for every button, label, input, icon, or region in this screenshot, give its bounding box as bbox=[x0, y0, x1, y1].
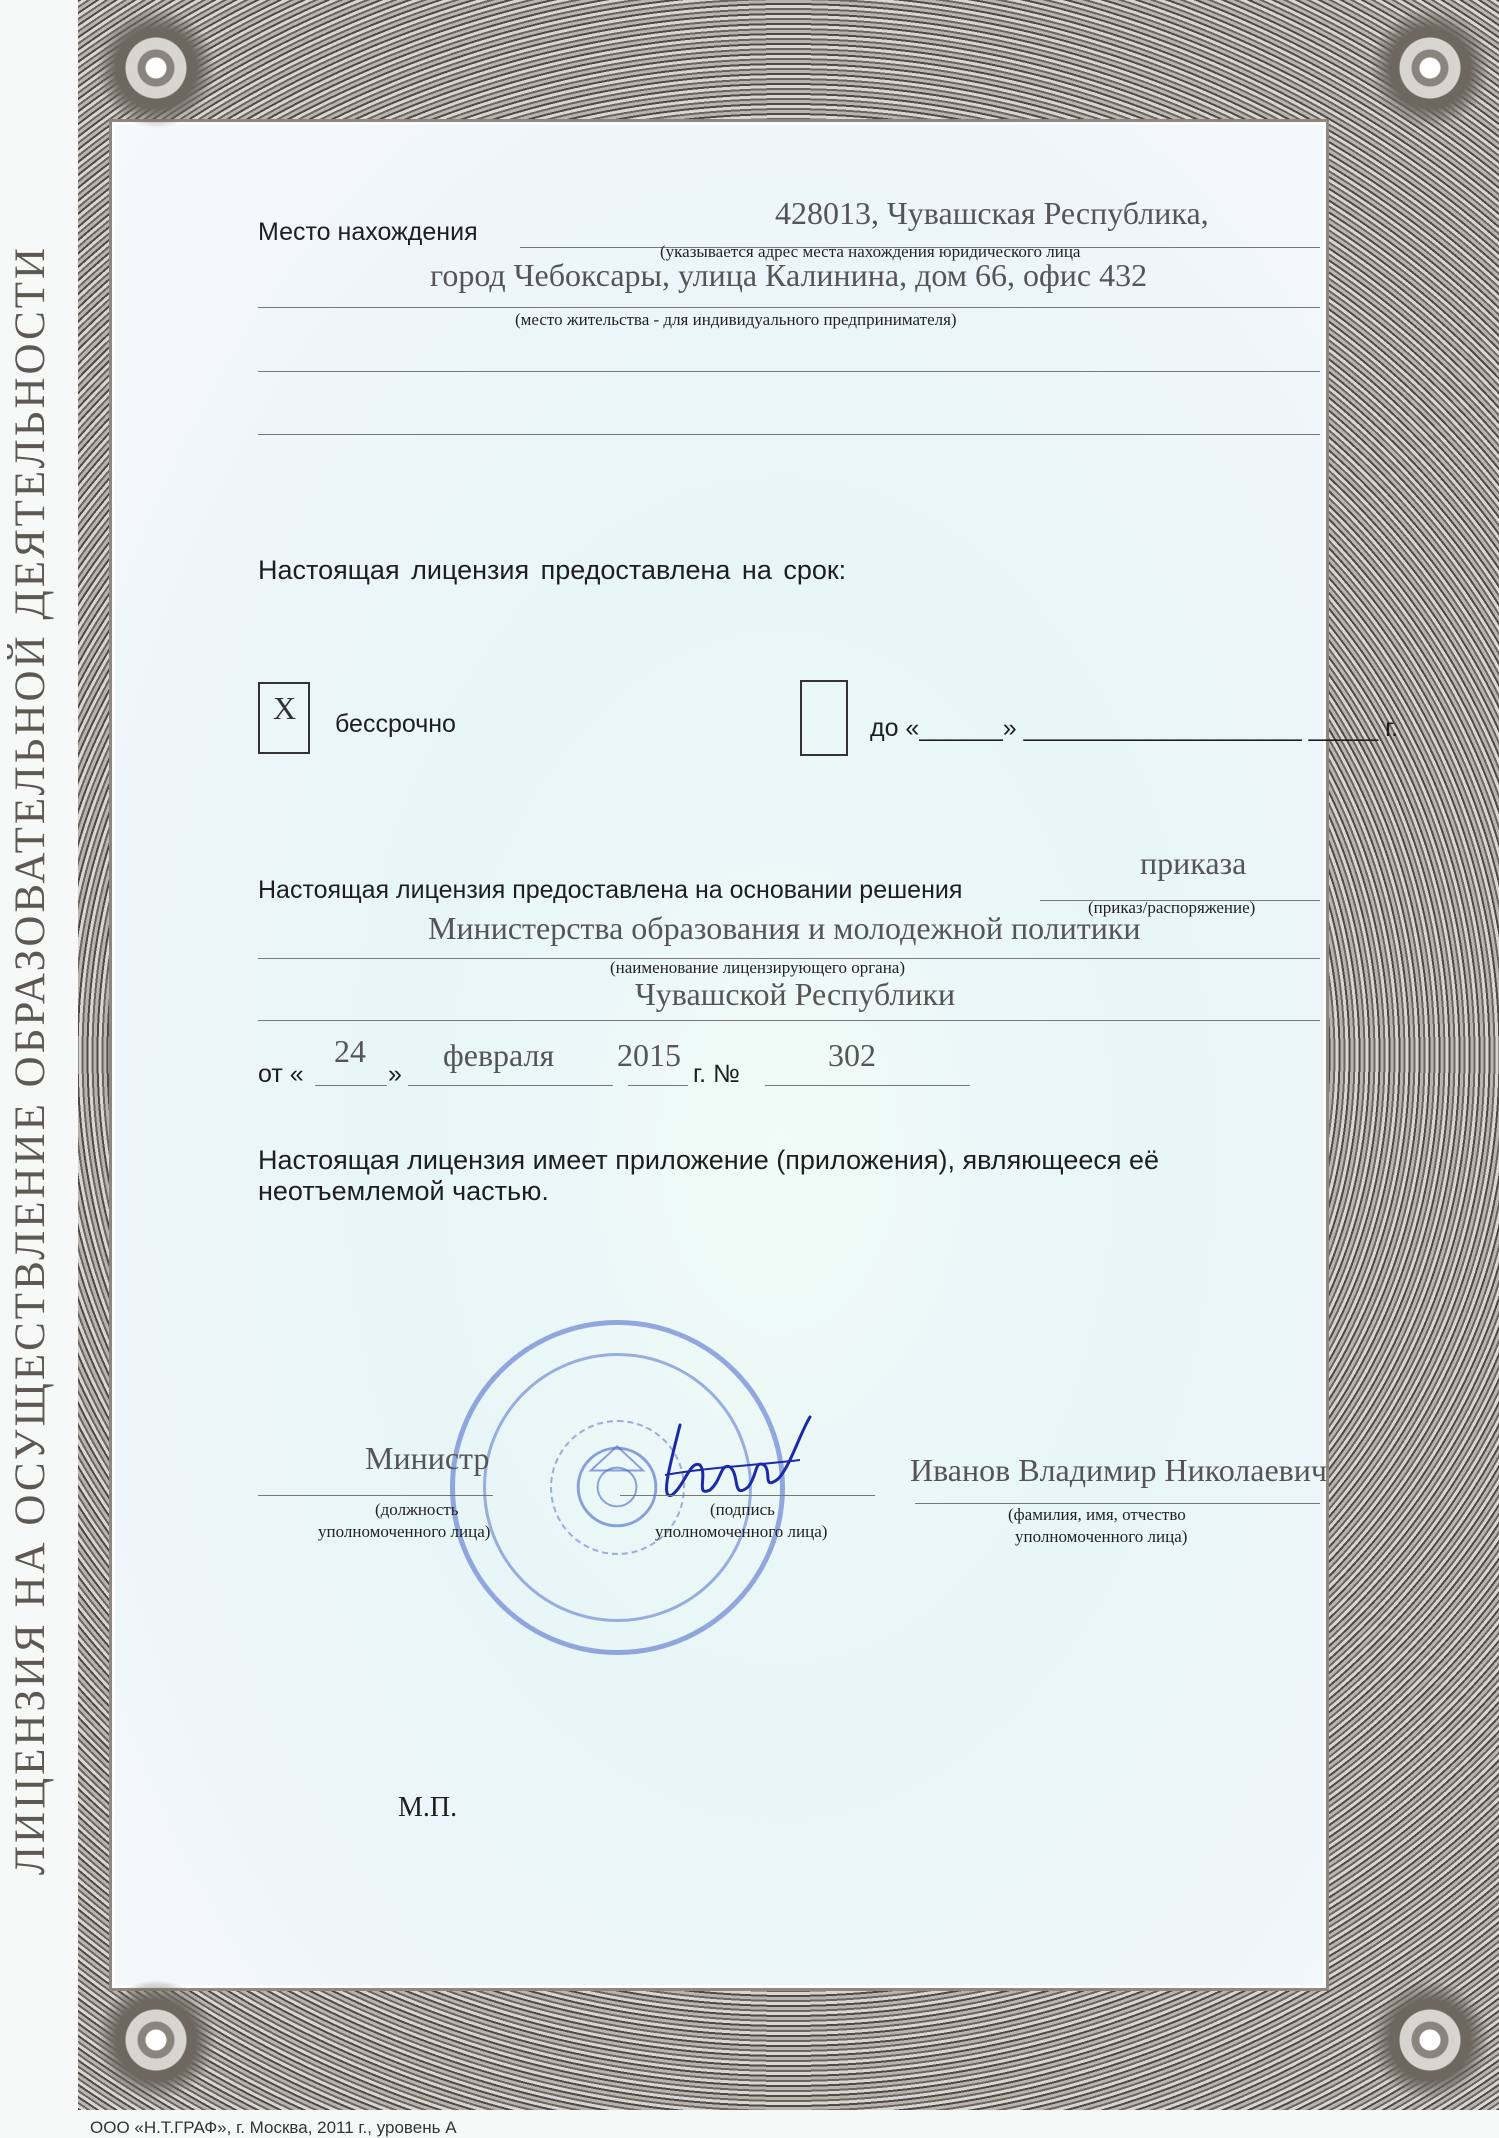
number-value: 302 bbox=[828, 1037, 876, 1073]
location-line-2 bbox=[258, 307, 1320, 308]
signatory-name: Иванов Владимир Николаевич bbox=[910, 1452, 1327, 1488]
seal-label: М.П. bbox=[398, 1792, 458, 1823]
month-line bbox=[408, 1085, 613, 1086]
decision-type-caption: (приказ/распоряжение) bbox=[1088, 898, 1256, 917]
location-value-1: 428013, Чувашская Республика, bbox=[775, 195, 1209, 231]
position-line bbox=[258, 1495, 493, 1496]
signature-line bbox=[620, 1495, 875, 1496]
corner-rosette bbox=[96, 8, 216, 128]
corner-rosette bbox=[1370, 1980, 1490, 2100]
term-heading: Настоящая лицензия предоставлена на срок: bbox=[258, 555, 847, 585]
vertical-license-title: ЛИЦЕНЗИЯ НА ОСУЩЕСТВЛЕНИЕ ОБРАЗОВАТЕЛЬНОЙ ДЕЯТЕЛЬНОСТИ bbox=[7, 244, 54, 1876]
location-line-4 bbox=[258, 434, 1320, 435]
decision-type-value: приказа bbox=[1140, 845, 1247, 881]
signature-caption-2: уполномоченного лица) bbox=[655, 1522, 828, 1541]
year-suffix: г. № bbox=[693, 1060, 740, 1088]
month-value: февраля bbox=[443, 1037, 555, 1073]
appendix-text-2: неотъемлемой частью. bbox=[258, 1176, 549, 1206]
day-line bbox=[315, 1085, 387, 1086]
signature-caption-1: (подпись bbox=[710, 1500, 775, 1519]
location-caption-1: (указывается адрес места нахождения юридического лица bbox=[660, 242, 1081, 261]
location-caption-2: (место жительства - для индивидуального предпринимателя) bbox=[515, 310, 957, 329]
year-line bbox=[628, 1085, 688, 1086]
number-line bbox=[765, 1085, 970, 1086]
until-checkbox bbox=[800, 680, 848, 756]
date-prefix: от « bbox=[258, 1060, 304, 1088]
authority-line-2 bbox=[258, 1020, 1320, 1021]
appendix-text-1: Настоящая лицензия имеет приложение (приложения), являющееся её bbox=[258, 1145, 1160, 1175]
authority-value-1: Министерства образования и молодежной политики bbox=[428, 910, 1141, 946]
corner-rosette bbox=[96, 1980, 216, 2100]
name-caption-2: уполномоченного лица) bbox=[1015, 1527, 1188, 1546]
authority-caption: (наименование лицензирующего органа) bbox=[610, 958, 906, 977]
unlimited-label: бессрочно bbox=[335, 710, 456, 738]
location-label: Место нахождения bbox=[258, 218, 478, 246]
basis-heading: Настоящая лицензия предоставлена на основании решения bbox=[258, 876, 963, 904]
corner-rosette bbox=[1370, 8, 1490, 128]
handwritten-signature bbox=[650, 1405, 820, 1515]
position-caption-1: (должность bbox=[375, 1500, 459, 1519]
document-field bbox=[115, 125, 1323, 1985]
location-value-2: город Чебоксары, улица Калинина, дом 66, офис 432 bbox=[430, 257, 1148, 293]
printer-footer: ООО «Н.Т.ГРАФ», г. Москва, 2011 г., уровень А bbox=[90, 2118, 457, 2137]
date-mid: » bbox=[388, 1060, 402, 1088]
position-value: Министр bbox=[365, 1440, 490, 1476]
until-label: до «______» ____________________ _____ г. bbox=[870, 714, 1399, 742]
location-line-3 bbox=[258, 371, 1320, 372]
year-value: 2015 bbox=[617, 1037, 681, 1073]
name-line bbox=[915, 1503, 1320, 1504]
day-value: 24 bbox=[334, 1033, 366, 1069]
unlimited-mark: X bbox=[273, 690, 297, 726]
position-caption-2: уполномоченного лица) bbox=[318, 1522, 491, 1541]
name-caption-1: (фамилия, имя, отчество bbox=[1008, 1505, 1186, 1524]
authority-value-2: Чувашской Республики bbox=[635, 976, 956, 1012]
